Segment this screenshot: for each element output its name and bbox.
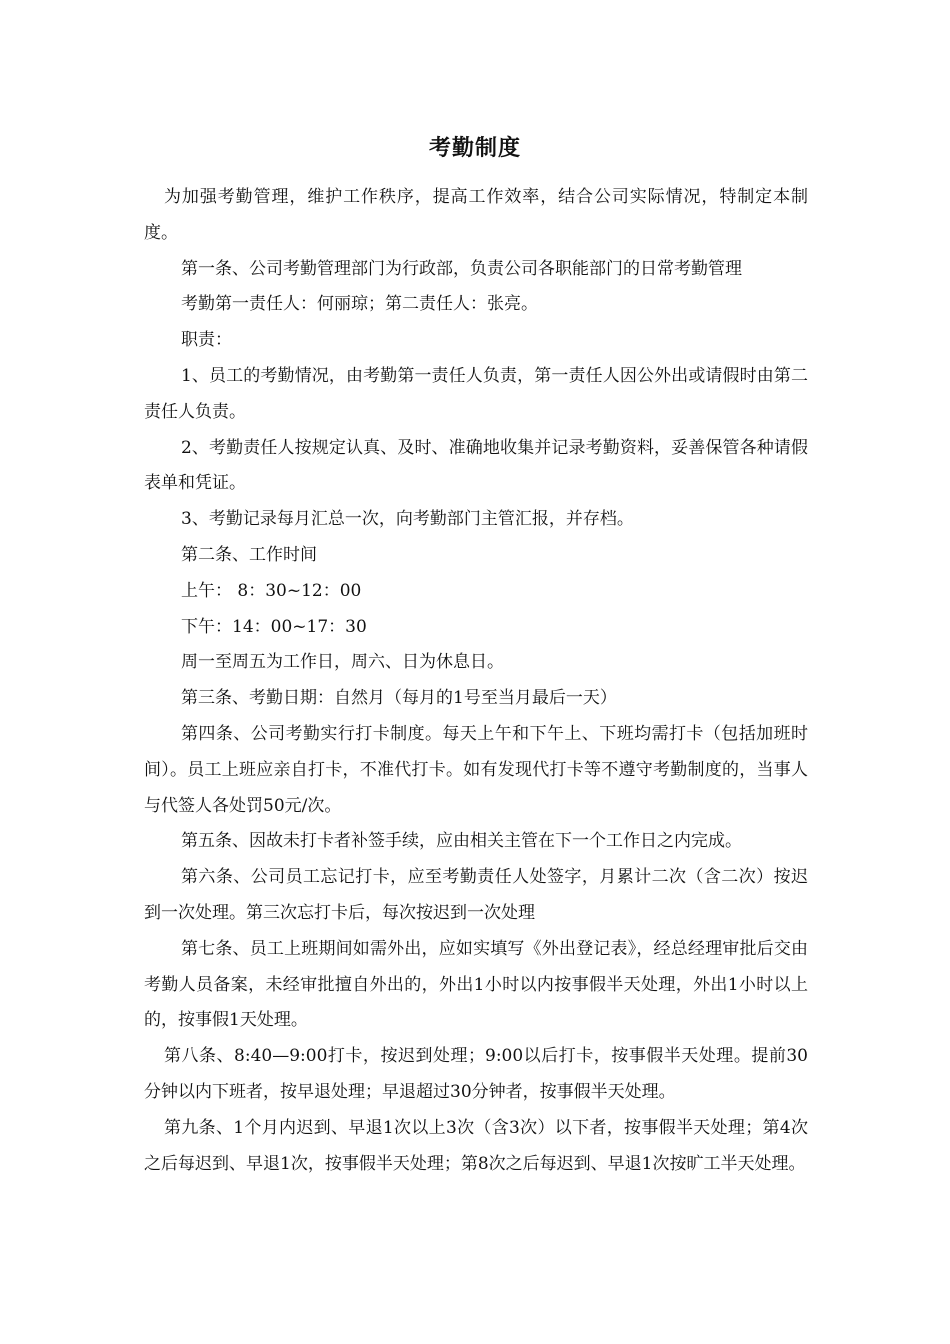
document-paragraph: 周一至周五为工作日，周六、日为休息日。 [181, 652, 504, 673]
document-paragraph: 职责： [181, 330, 232, 351]
document-body [144, 180, 808, 1182]
document-paragraph: 第八条、8:40—9:00打卡，按迟到处理；9:00以后打卡，按事假半天处理。提前30分钟以内下班者，按早退处理；早退超过30分钟者，按事假半天处理。 [144, 1046, 808, 1102]
document-paragraph: 第二条、工作时间 [181, 544, 317, 565]
document-paragraph: 为加强考勤管理，维护工作秩序，提高工作效率，结合公司实际情况，特制定本制度。 [144, 187, 808, 243]
document-paragraph: 第五条、因故未打卡者补签手续，应由相关主管在下一个工作日之内完成。 [181, 831, 742, 852]
document-paragraph: 第七条、员工上班期间如需外出，应如实填写《外出登记表》，经总经理审批后交由考勤人员备案，未经审批擅自外出的，外出1小时以内按事假半天处理，外出1小时以上的，按事假1天处理。 [144, 938, 808, 1031]
document-paragraph: 上午： 8：30~12：00 [181, 580, 362, 601]
document-paragraph: 3、考勤记录每月汇总一次，向考勤部门主管汇报，并存档。 [181, 509, 634, 530]
document-paragraph: 第一条、公司考勤管理部门为行政部，负责公司各职能部门的日常考勤管理 [181, 258, 742, 279]
document-paragraph: 第六条、公司员工忘记打卡，应至考勤责任人处签字，月累计二次（含二次）按迟到一次处理。第三次忘打卡后，每次按迟到一次处理 [144, 867, 808, 923]
document-paragraph: 考勤第一责任人：何丽琼；第二责任人：张亮。 [181, 294, 538, 315]
document-paragraph: 2、考勤责任人按规定认真、及时、准确地收集并记录考勤资料，妥善保管各种请假表单和凭证。 [144, 437, 808, 494]
document-paragraph: 第九条、1个月内迟到、早退1次以上3次（含3次）以下者，按事假半天处理；第4次之后每迟到、早退1次，按事假半天处理；第8次之后每迟到、早退1次按旷工半天处理。 [144, 1117, 808, 1174]
document-title: 考勤制度 [428, 136, 521, 161]
document-paragraph: 下午：14：00~17：30 [181, 616, 367, 637]
document-paragraph: 第四条、公司考勤实行打卡制度。每天上午和下午上、下班均需打卡（包括加班时间）。员工上班应亲自打卡，不准代打卡。如有发现代打卡等不遵守考勤制度的，当事人与代签人各处罚50元/次。 [144, 723, 808, 816]
document-paragraph: 第三条、考勤日期：自然月（每月的1号至当月最后一天） [181, 688, 617, 709]
document-paragraph: 1、员工的考勤情况，由考勤第一责任人负责，第一责任人因公外出或请假时由第二责任人负责。 [144, 365, 808, 422]
